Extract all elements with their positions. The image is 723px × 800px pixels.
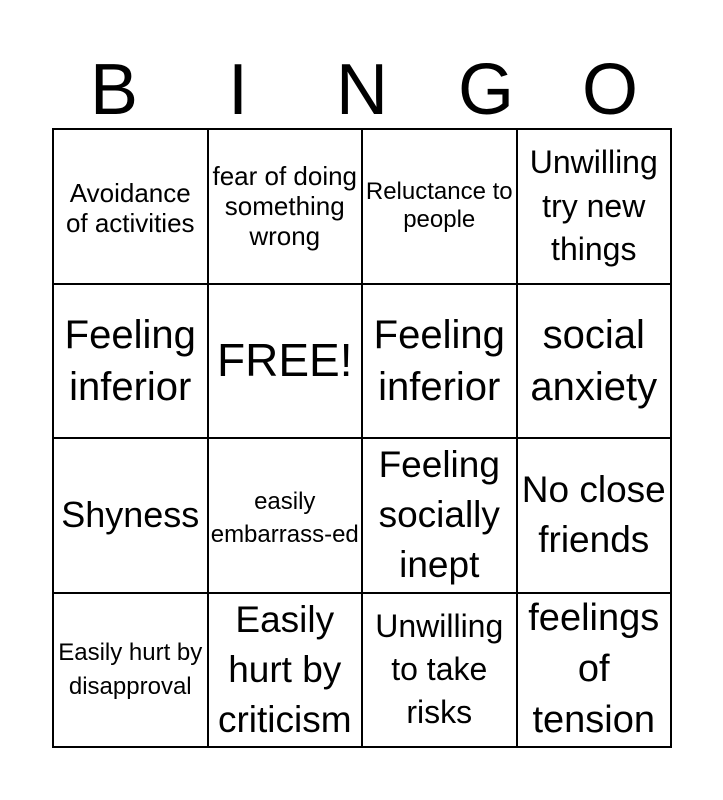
bingo-cell-r3c4[interactable]: No close friends <box>517 438 672 593</box>
bingo-cell-r2c1[interactable]: Feeling inferior <box>53 284 208 439</box>
header-letter-n: N <box>336 50 388 130</box>
bingo-cell-r1c4[interactable]: Unwilling try new things <box>517 129 672 284</box>
bingo-cell-r4c4[interactable]: feelings of tension <box>517 593 672 748</box>
bingo-cell-r3c1[interactable]: Shyness <box>53 438 208 593</box>
bingo-cell-r2c4[interactable]: social anxiety <box>517 284 672 439</box>
bingo-cell-r4c3[interactable]: Unwilling to take risks <box>362 593 517 748</box>
bingo-cell-r2c2-free[interactable]: FREE! <box>208 284 363 439</box>
header-letter-i: I <box>227 50 248 130</box>
header-letter-o: O <box>581 50 638 130</box>
bingo-cell-r1c1[interactable]: Avoidance of activities <box>53 129 208 284</box>
bingo-board <box>52 128 672 748</box>
bingo-header <box>52 52 672 128</box>
bingo-cell-r2c3[interactable]: Feeling inferior <box>362 284 517 439</box>
header-letter-b: B <box>89 50 139 130</box>
bingo-cell-r3c3[interactable]: Feeling socially inept <box>362 438 517 593</box>
bingo-cell-r3c2[interactable]: easily embarrass-ed <box>208 438 363 593</box>
bingo-cell-r1c3[interactable]: Reluctance to people <box>362 129 517 284</box>
bingo-cell-r4c2[interactable]: Easily hurt by criticism <box>208 593 363 748</box>
bingo-cell-r4c1[interactable]: Easily hurt by disapproval <box>53 593 208 748</box>
bingo-cell-r1c2[interactable]: fear of doing something wrong <box>208 129 363 284</box>
header-letter-g: G <box>457 50 514 130</box>
